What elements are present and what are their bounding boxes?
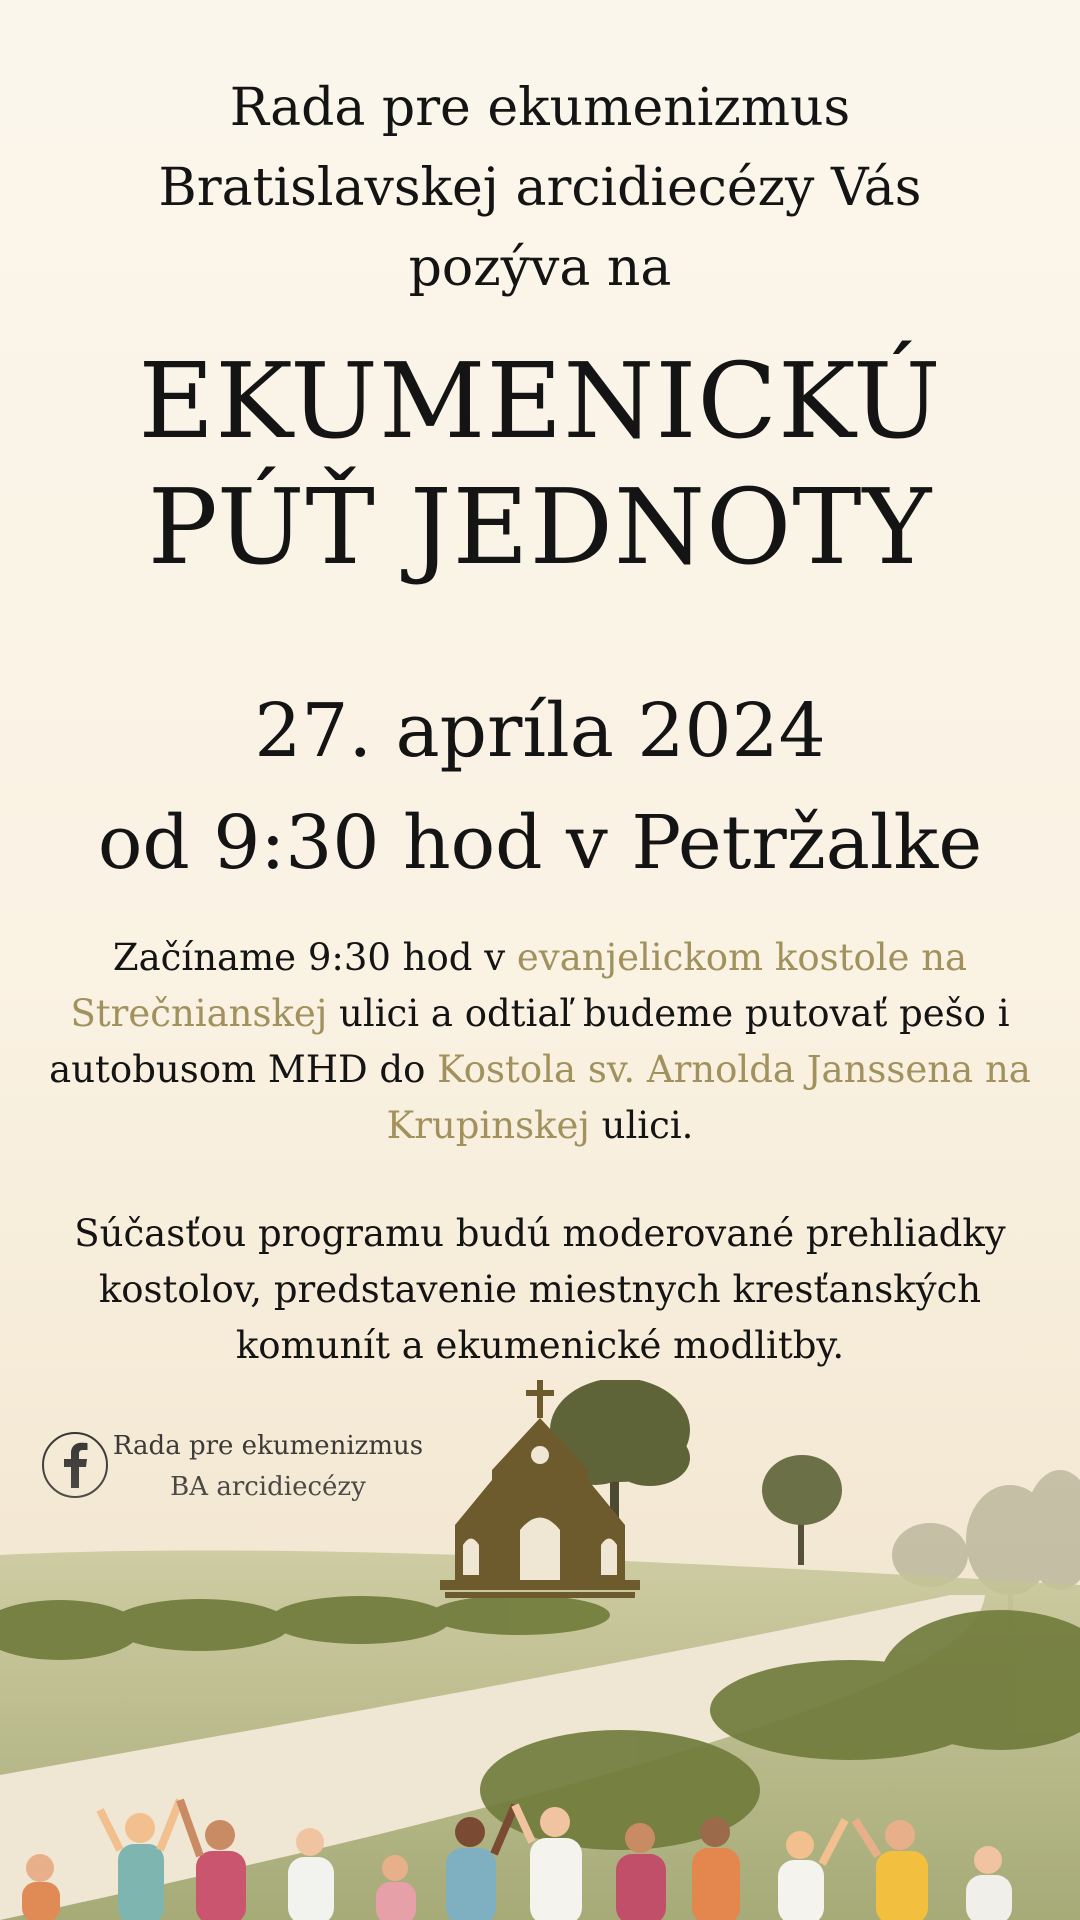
end-church-link: Kostola sv. Arnolda Janssena na Krupinskej	[386, 1048, 1031, 1147]
landscape-illustration	[0, 1380, 1080, 1920]
route-text-3: ulici.	[589, 1104, 694, 1147]
event-time-place: od 9:30 hod v Petržalke	[97, 800, 983, 886]
event-date: 27. apríla 2024	[254, 688, 826, 774]
route-text-2: ulici a odtiaľ budeme putovať pešo i autobusom MHD do	[49, 992, 1010, 1091]
title-line-2: PÚŤ JEDNOTY	[147, 466, 933, 588]
intro-line-2: Bratislavskej arcidiecézy Vás	[158, 158, 922, 218]
event-datetime	[0, 675, 1080, 899]
intro-line-3: pozýva na	[408, 238, 672, 298]
route-description	[40, 930, 1040, 1154]
start-church-link: evanjelickom kostole na Strečnianskej	[70, 936, 968, 1035]
intro-line-1: Rada pre ekumenizmus	[229, 78, 851, 138]
route-text-1: Začíname 9:30 hod v	[112, 936, 517, 979]
title-line-1: EKUMENICKÚ	[138, 340, 942, 462]
intro-text	[0, 68, 1080, 308]
event-title	[0, 338, 1080, 590]
program-description: Súčasťou programu budú moderované prehliadky kostolov, predstavenie miestnych kresťanských komunít a ekumenické modlitby.	[74, 1212, 1006, 1367]
